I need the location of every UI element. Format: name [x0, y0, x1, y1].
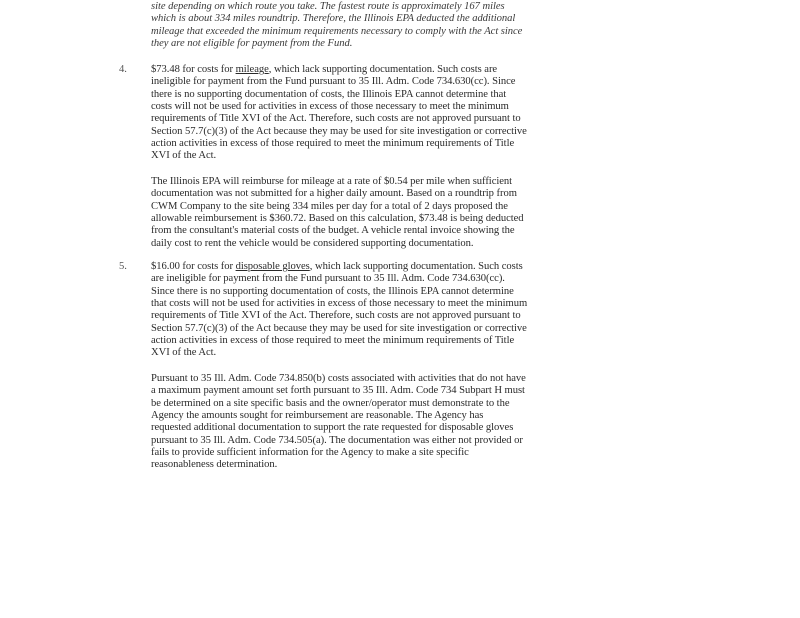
item-5-paragraph — [151, 261, 543, 360]
item-4-note-line: daily cost to rent the vehicle would be considered supporting documentation. — [151, 237, 474, 249]
item-5-line: XVI of the Act. — [151, 347, 217, 359]
item-4-first-line-rest: , which lack supporting documentation. Such costs are — [268, 64, 498, 75]
item-4-note-paragraph — [151, 176, 543, 250]
item-5-underlined-term: disposable gloves — [235, 261, 310, 272]
item-5-note-line: be determined on a site specific basis and the owner/operator must demonstrate to the — [151, 397, 510, 409]
intro-line: they are not eligible for payment from the Fund. — [151, 38, 353, 50]
item-5-amount-text: $16.00 for costs for — [151, 261, 236, 272]
intro-line: site depending on which route you take. The fastest route is approximately 167 miles — [151, 1, 505, 12]
intro-italic-paragraph — [151, 1, 543, 50]
item-4-line: action activities in excess of those required to meet the minimum requirements of Title — [151, 138, 515, 150]
item-5-first-line-rest: , which lack supporting documentation. Such costs — [309, 261, 523, 272]
item-5-note-line: Pursuant to 35 Ill. Adm. Code 734.850(b) costs associated with activities that do not have — [151, 373, 526, 384]
item-5-note-paragraph — [151, 373, 543, 472]
item-5-line: are ineligible for payment from the Fund pursuant to 35 Ill. Adm. Code 734.630(cc). — [151, 273, 505, 285]
item-4-paragraph — [151, 64, 543, 163]
intro-line: which is about 334 miles roundtrip. Therefore, the Illinois EPA deducted the additional — [151, 13, 516, 25]
item-4-underlined-term: mileage — [235, 64, 269, 75]
item-4-note-line: from the consultant's material costs of the budget. A vehicle rental invoice showing the — [151, 225, 515, 237]
item-5-line: action activities in excess of those required to meet the minimum requirements of Title — [151, 335, 515, 347]
item-4-line: Section 57.7(c)(3) of the Act because they may be used for site investigation or corrective — [151, 125, 527, 137]
item-5-note-line: reasonableness determination. — [151, 459, 278, 471]
item-5-note-line: fails to provide sufficient information for the Agency to make a site specific — [151, 447, 469, 459]
item-4-note-line: The Illinois EPA will reimburse for mileage at a rate of $0.54 per mile when sufficient — [151, 176, 513, 187]
item-4-line: requirements of Title XVI of the Act. Therefore, such costs are not approved pursuant to — [151, 113, 521, 125]
item-5-first-line — [151, 261, 543, 273]
item-4-note-line: allowable reimbursement is $360.72. Based on this calculation, $73.48 is being deducted — [151, 213, 524, 225]
item-4-number: 4. — [119, 64, 127, 75]
item-4-line: ineligible for payment from the Fund pursuant to 35 Ill. Adm. Code 734.630(cc). Since — [151, 76, 516, 88]
item-4-first-line — [151, 64, 543, 76]
intro-line: mileage that exceeded the minimum requirements necessary to comply with the Act since — [151, 25, 523, 37]
item-4-amount-text: $73.48 for costs for — [151, 64, 236, 75]
item-5-line: that costs will not be used for activities in excess of those necessary to meet the minimum — [151, 298, 528, 310]
item-4-line: XVI of the Act. — [151, 150, 217, 162]
item-5-note-line: Agency the amounts sought for reimbursement are reasonable. The Agency has — [151, 410, 484, 422]
item-5-line: Since there is no supporting documentation of costs, the Illinois EPA cannot determine — [151, 285, 514, 297]
item-5-note-line: pursuant to 35 Ill. Adm. Code 734.505(a). The documentation was either not provided or — [151, 434, 523, 446]
item-4-line: costs will not be used for activities in excess of those necessary to meet the minimum — [151, 101, 509, 113]
item-4-line: there is no supporting documentation of costs, the Illinois EPA cannot determine that — [151, 88, 507, 100]
item-5-note-line: requested additional documentation to support the rate requested for disposable gloves — [151, 422, 514, 434]
item-5-line: requirements of Title XVI of the Act. Therefore, such costs are not approved pursuant to — [151, 310, 521, 322]
item-5-note-line: a maximum payment amount set forth pursuant to 35 Ill. Adm. Code 734 Subpart H must — [151, 385, 525, 397]
item-4-note-line: CWM Company to the site being 334 miles per day for a total of 2 days proposed the — [151, 200, 508, 212]
item-4-note-line: documentation was not submitted for a higher daily amount. Based on a roundtrip from — [151, 188, 517, 200]
item-5-number: 5. — [119, 261, 127, 272]
item-5-line: Section 57.7(c)(3) of the Act because they may be used for site investigation or corrective — [151, 322, 527, 334]
